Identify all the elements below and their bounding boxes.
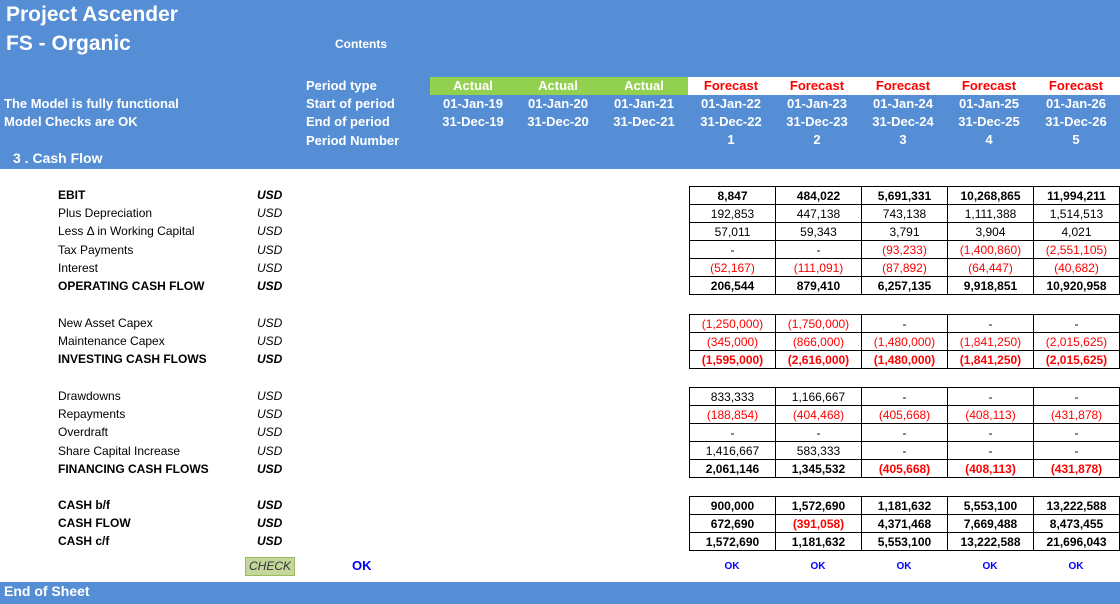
value-cell[interactable]: 8,473,455 <box>1034 515 1120 533</box>
end-of-period-row <box>430 113 1120 131</box>
row-unit: USD <box>257 224 283 239</box>
value-cell[interactable]: 1,181,632 <box>862 497 948 515</box>
end-date-cell: 31-Dec-23 <box>786 114 848 129</box>
row-label: CASH b/f <box>58 498 110 512</box>
period-type-cell: Actual <box>516 77 600 95</box>
table-row <box>690 333 1120 351</box>
table-row <box>690 424 1120 442</box>
table-row <box>690 460 1120 478</box>
value-cell[interactable]: - <box>862 424 948 442</box>
value-cell[interactable]: (64,447) <box>948 259 1034 277</box>
row-unit: USD <box>257 443 283 458</box>
row-label: New Asset Capex <box>58 316 153 330</box>
period-number-cell: 4 <box>985 132 993 147</box>
value-cell[interactable]: 10,920,958 <box>1034 277 1120 295</box>
row-unit: USD <box>257 407 283 422</box>
table-row <box>690 515 1120 533</box>
value-cell[interactable]: 7,669,488 <box>948 515 1034 533</box>
row-unit: USD <box>257 425 283 440</box>
row-unit: USD <box>257 279 283 293</box>
value-cell[interactable]: 1,572,690 <box>690 533 776 551</box>
value-cell[interactable]: 206,544 <box>690 277 776 295</box>
period-number-cell: 3 <box>899 132 907 147</box>
row-unit: USD <box>257 260 283 275</box>
table-row <box>690 187 1120 205</box>
value-cell[interactable]: - <box>862 315 948 333</box>
period-number-cell: 2 <box>813 132 821 147</box>
start-date-cell: 01-Jan-26 <box>1046 96 1106 111</box>
value-cell[interactable]: (405,668) <box>862 406 948 424</box>
value-cell[interactable]: 879,410 <box>776 277 862 295</box>
table-row <box>690 259 1120 277</box>
row-label: FINANCING CASH FLOWS <box>58 461 209 476</box>
start-date-cell: 01-Jan-24 <box>873 96 933 111</box>
value-cell[interactable]: 1,166,667 <box>776 388 862 406</box>
row-label: Repayments <box>58 407 126 422</box>
row-unit: USD <box>257 516 283 531</box>
values-table <box>689 496 1120 551</box>
period-type-cell: Forecast <box>860 77 946 95</box>
value-cell[interactable]: 484,022 <box>776 187 862 205</box>
value-cell[interactable]: (1,480,000) <box>862 351 948 369</box>
value-cell[interactable]: - <box>1034 442 1120 460</box>
period-number-label: Period Number <box>306 133 400 148</box>
value-cell[interactable]: (345,000) <box>690 333 776 351</box>
value-cell[interactable]: 900,000 <box>690 497 776 515</box>
value-cell[interactable]: 8,847 <box>690 187 776 205</box>
value-cell[interactable]: (866,000) <box>776 333 862 351</box>
value-cell[interactable]: - <box>862 388 948 406</box>
period-number-cell <box>600 131 688 149</box>
table-row <box>690 241 1120 259</box>
table-row <box>690 205 1120 223</box>
value-cell[interactable]: - <box>690 424 776 442</box>
period-number-cell: 1 <box>727 132 735 147</box>
start-date-cell: 01-Jan-25 <box>959 96 1019 111</box>
value-cell[interactable]: 1,345,532 <box>776 460 862 478</box>
value-cell[interactable]: - <box>776 424 862 442</box>
row-unit: USD <box>257 352 283 367</box>
row-label: Share Capital Increase <box>58 443 181 458</box>
start-date-cell: 01-Jan-20 <box>528 96 588 111</box>
period-number-cell: 5 <box>1072 132 1080 147</box>
row-unit: USD <box>257 389 283 403</box>
row-label: INVESTING CASH FLOWS <box>58 352 207 367</box>
row-unit: USD <box>257 461 283 476</box>
check-result: OK <box>352 558 372 573</box>
value-cell[interactable]: 1,111,388 <box>948 205 1034 223</box>
table-row <box>690 351 1120 369</box>
value-cell[interactable]: (1,595,000) <box>690 351 776 369</box>
row-label: OPERATING CASH FLOW <box>58 279 205 293</box>
value-cell[interactable]: 13,222,588 <box>1034 497 1120 515</box>
model-checks-status: Model Checks are OK <box>4 114 138 129</box>
value-cell[interactable]: (111,091) <box>776 259 862 277</box>
value-cell[interactable]: 672,690 <box>690 515 776 533</box>
row-label: Drawdowns <box>58 389 121 403</box>
value-cell[interactable]: (2,015,625) <box>1034 333 1120 351</box>
value-cell[interactable]: (1,400,860) <box>948 241 1034 259</box>
value-cell[interactable]: 3,904 <box>948 223 1034 241</box>
end-date-cell: 31-Dec-20 <box>527 114 589 129</box>
period-type-cell: Forecast <box>1032 77 1120 95</box>
value-cell[interactable]: (408,113) <box>948 460 1034 478</box>
column-check-ok: OK <box>982 561 998 572</box>
value-cell[interactable]: - <box>948 315 1034 333</box>
value-cell[interactable]: (1,250,000) <box>690 315 776 333</box>
check-button[interactable]: CHECK <box>245 557 295 576</box>
period-type-cell: Forecast <box>774 77 860 95</box>
column-check-ok: OK <box>896 561 912 572</box>
value-cell[interactable]: (431,878) <box>1034 406 1120 424</box>
row-label: Less Δ in Working Capital <box>58 224 195 239</box>
period-type-label: Period type <box>306 78 377 93</box>
row-label: Interest <box>58 260 99 275</box>
value-cell[interactable]: 59,343 <box>776 223 862 241</box>
row-unit: USD <box>257 242 283 257</box>
start-of-period-row <box>430 95 1120 113</box>
period-number-cell <box>516 131 600 149</box>
value-cell[interactable]: 447,138 <box>776 205 862 223</box>
end-date-cell: 31-Dec-24 <box>872 114 934 129</box>
value-cell[interactable]: 192,853 <box>690 205 776 223</box>
table-row <box>690 315 1120 333</box>
row-label: CASH c/f <box>58 534 110 549</box>
value-cell[interactable]: - <box>1034 424 1120 442</box>
table-row <box>690 533 1120 551</box>
value-cell[interactable]: - <box>776 241 862 259</box>
sheet-subtitle: FS - Organic <box>6 32 131 55</box>
start-of-period-label: Start of period <box>306 96 395 111</box>
value-cell[interactable]: - <box>862 442 948 460</box>
value-cell[interactable]: (1,750,000) <box>776 315 862 333</box>
period-type-cell: Actual <box>430 77 516 95</box>
row-unit: USD <box>257 534 283 549</box>
table-row <box>690 406 1120 424</box>
value-cell[interactable]: 4,371,468 <box>862 515 948 533</box>
row-label: EBIT <box>58 188 86 202</box>
value-cell[interactable]: 833,333 <box>690 388 776 406</box>
value-cell[interactable]: (404,468) <box>776 406 862 424</box>
column-check-ok: OK <box>810 561 826 572</box>
value-cell[interactable]: (2,015,625) <box>1034 351 1120 369</box>
values-table <box>689 186 1120 295</box>
value-cell[interactable]: (87,892) <box>862 259 948 277</box>
table-row <box>690 388 1120 406</box>
value-cell[interactable]: (2,616,000) <box>776 351 862 369</box>
start-date-cell: 01-Jan-19 <box>443 96 503 111</box>
table-row <box>690 442 1120 460</box>
end-date-cell: 31-Dec-21 <box>613 114 675 129</box>
column-check-ok: OK <box>1068 561 1084 572</box>
value-cell[interactable]: 10,268,865 <box>948 187 1034 205</box>
value-cell[interactable]: (52,167) <box>690 259 776 277</box>
value-cell[interactable]: 2,061,146 <box>690 460 776 478</box>
end-date-cell: 31-Dec-19 <box>442 114 504 129</box>
value-cell[interactable]: 9,918,851 <box>948 277 1034 295</box>
contents-link[interactable]: Contents <box>335 37 387 51</box>
column-check-row <box>689 561 1119 572</box>
row-unit: USD <box>257 206 283 221</box>
row-label: Plus Depreciation <box>58 206 153 221</box>
value-cell[interactable]: 11,994,211 <box>1034 187 1120 205</box>
row-label: Tax Payments <box>58 242 134 257</box>
value-cell[interactable]: 57,011 <box>690 223 776 241</box>
period-type-cell: Actual <box>600 77 688 95</box>
period-type-row <box>430 77 1120 95</box>
value-cell[interactable]: 5,553,100 <box>948 497 1034 515</box>
value-cell[interactable]: (405,668) <box>862 460 948 478</box>
value-cell[interactable]: 1,514,513 <box>1034 205 1120 223</box>
value-cell[interactable]: (40,682) <box>1034 259 1120 277</box>
header-band <box>0 0 1120 169</box>
section-title: 3 . Cash Flow <box>13 150 103 166</box>
start-date-cell: 01-Jan-22 <box>701 96 761 111</box>
end-of-period-label: End of period <box>306 114 390 129</box>
value-cell[interactable]: (1,841,250) <box>948 351 1034 369</box>
end-date-cell: 31-Dec-22 <box>700 114 762 129</box>
value-cell[interactable]: (1,841,250) <box>948 333 1034 351</box>
end-date-cell: 31-Dec-26 <box>1045 114 1107 129</box>
value-cell[interactable]: (431,878) <box>1034 460 1120 478</box>
column-check-ok: OK <box>724 561 740 572</box>
value-cell[interactable]: (188,854) <box>690 406 776 424</box>
value-cell[interactable]: 4,021 <box>1034 223 1120 241</box>
value-cell[interactable]: - <box>948 442 1034 460</box>
row-label: Maintenance Capex <box>58 334 165 349</box>
row-unit: USD <box>257 188 283 202</box>
row-unit: USD <box>257 498 283 512</box>
start-date-cell: 01-Jan-23 <box>787 96 847 111</box>
value-cell[interactable]: 3,791 <box>862 223 948 241</box>
value-cell[interactable]: - <box>1034 315 1120 333</box>
value-cell[interactable]: - <box>948 424 1034 442</box>
value-cell[interactable]: 1,416,667 <box>690 442 776 460</box>
period-type-cell: Forecast <box>946 77 1032 95</box>
end-of-sheet-label: End of Sheet <box>4 583 90 599</box>
value-cell[interactable]: - <box>1034 388 1120 406</box>
start-date-cell: 01-Jan-21 <box>614 96 674 111</box>
value-cell[interactable]: 5,553,100 <box>862 533 948 551</box>
values-table <box>689 314 1120 369</box>
row-unit: USD <box>257 316 283 330</box>
value-cell[interactable]: - <box>948 388 1034 406</box>
row-label: CASH FLOW <box>58 516 131 531</box>
table-row <box>690 277 1120 295</box>
value-cell[interactable]: (2,551,105) <box>1034 241 1120 259</box>
value-cell[interactable]: 1,572,690 <box>776 497 862 515</box>
value-cell[interactable]: - <box>690 241 776 259</box>
value-cell[interactable]: (93,233) <box>862 241 948 259</box>
table-row <box>690 223 1120 241</box>
value-cell[interactable]: (408,113) <box>948 406 1034 424</box>
period-number-cell <box>430 131 516 149</box>
project-title: Project Ascender <box>6 3 178 26</box>
value-cell[interactable]: (1,480,000) <box>862 333 948 351</box>
value-cell[interactable]: 5,691,331 <box>862 187 948 205</box>
row-unit: USD <box>257 334 283 349</box>
value-cell[interactable]: 6,257,135 <box>862 277 948 295</box>
values-table <box>689 387 1120 478</box>
row-label: Overdraft <box>58 425 109 440</box>
value-cell[interactable]: (391,058) <box>776 515 862 533</box>
value-cell[interactable]: 743,138 <box>862 205 948 223</box>
value-cell[interactable]: 13,222,588 <box>948 533 1034 551</box>
end-date-cell: 31-Dec-25 <box>958 114 1020 129</box>
footer-band <box>0 582 1120 604</box>
table-row <box>690 497 1120 515</box>
value-cell[interactable]: 1,181,632 <box>776 533 862 551</box>
period-number-row <box>430 131 1120 149</box>
model-status: The Model is fully functional <box>4 96 179 111</box>
value-cell[interactable]: 21,696,043 <box>1034 533 1120 551</box>
value-cell[interactable]: 583,333 <box>776 442 862 460</box>
period-type-cell: Forecast <box>688 77 774 95</box>
